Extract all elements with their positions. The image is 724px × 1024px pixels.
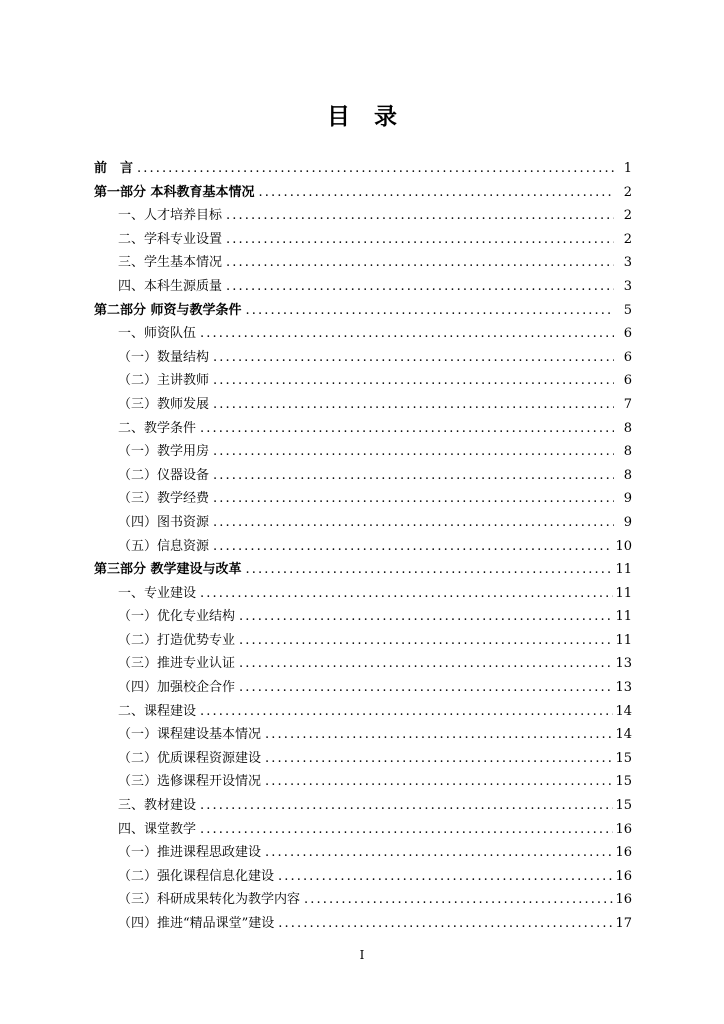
toc-entry-page: 16 — [615, 892, 632, 908]
toc-dot-leader — [265, 841, 613, 865]
toc-entry-page: 6 — [623, 326, 632, 342]
toc-dot-leader — [304, 888, 613, 912]
toc-entry-label: （二）优质课程资源建设 — [118, 750, 262, 766]
toc-entry-label: （五）信息资源 — [118, 538, 210, 554]
toc-entry-page: 3 — [623, 255, 632, 271]
toc-entry-page: 15 — [615, 750, 632, 766]
page-title-char: 目 — [327, 104, 350, 130]
toc-entry[interactable] — [94, 888, 632, 912]
toc-entry-page: 2 — [623, 231, 632, 247]
toc-dot-leader — [213, 487, 614, 511]
toc-entry-page: 13 — [615, 656, 632, 672]
toc-dot-leader — [200, 700, 613, 724]
toc-entry[interactable] — [94, 770, 632, 794]
toc-entry[interactable] — [94, 299, 632, 323]
toc-entry-page: 17 — [615, 916, 632, 931]
toc-entry-label: （四）图书资源 — [118, 514, 210, 530]
toc-entry-label: （三）选修课程开设情况 — [118, 774, 262, 790]
toc-entry[interactable] — [94, 322, 632, 346]
toc-entry[interactable] — [94, 275, 632, 299]
toc-dot-leader — [200, 794, 613, 818]
toc-entry-label: （三）推进专业认证 — [118, 656, 236, 672]
toc-dot-leader — [213, 440, 614, 464]
toc-dot-leader — [246, 558, 614, 582]
toc-dot-leader — [278, 865, 613, 889]
toc-entry-label: （三）教师发展 — [118, 396, 210, 412]
toc-dot-leader — [239, 652, 613, 676]
toc-entry-label: （二）主讲教师 — [118, 373, 210, 389]
toc-entry[interactable] — [94, 841, 632, 865]
toc-entry-label: （三）教学经费 — [118, 491, 210, 507]
toc-dot-leader — [213, 535, 613, 559]
toc-entry-label: 第三部分 教学建设与改革 — [94, 562, 242, 578]
toc-entry-page: 11 — [615, 585, 632, 601]
toc-entry-page: 8 — [623, 467, 632, 483]
toc-entry[interactable] — [94, 251, 632, 275]
toc-entry[interactable] — [94, 369, 632, 393]
toc-entry-label: （一）推进课程思政建设 — [118, 845, 262, 861]
toc-entry-page: 8 — [623, 420, 632, 436]
toc-entry[interactable] — [94, 582, 632, 606]
toc-entry-label: （四）推进“精品课堂”建设 — [118, 916, 275, 931]
toc-dot-leader — [200, 582, 613, 606]
toc-entry-label: （一）课程建设基本情况 — [118, 727, 262, 743]
toc-dot-leader — [213, 511, 614, 535]
toc-entry-label: （四）加强校企合作 — [118, 680, 236, 696]
toc-entry[interactable] — [94, 487, 632, 511]
toc-entry-label: 三、教材建设 — [118, 798, 197, 814]
toc-entry[interactable] — [94, 228, 632, 252]
toc-entry-label: 第一部分 本科教育基本情况 — [94, 184, 255, 200]
toc-entry-page: 16 — [615, 868, 632, 884]
toc-dot-leader — [226, 204, 614, 228]
page-number: I — [359, 948, 365, 962]
toc-entry[interactable] — [94, 605, 632, 629]
toc-entry-page: 14 — [615, 703, 632, 719]
toc-dot-leader — [239, 605, 613, 629]
toc-entry-label: 四、课堂教学 — [118, 821, 197, 837]
toc-dot-leader — [213, 464, 614, 488]
toc-entry-label: 四、本科生源质量 — [118, 278, 223, 294]
toc-entry[interactable] — [94, 204, 632, 228]
toc-dot-leader — [226, 251, 614, 275]
toc-entry-page: 1 — [623, 161, 632, 176]
toc-entry-label: 一、专业建设 — [118, 585, 197, 601]
toc-dot-leader — [213, 393, 614, 417]
toc-entry-page: 15 — [615, 774, 632, 790]
toc-dot-leader — [265, 770, 613, 794]
toc-dot-leader — [213, 369, 614, 393]
toc-entry-page: 16 — [615, 845, 632, 861]
toc-entry-page: 11 — [615, 609, 632, 625]
toc-entry-label: （二）仪器设备 — [118, 467, 210, 483]
page-title — [0, 98, 724, 131]
toc-entry[interactable] — [94, 440, 632, 464]
toc-entry[interactable] — [94, 865, 632, 889]
toc-entry[interactable] — [94, 417, 632, 441]
toc-entry-label: 一、人才培养目标 — [118, 208, 223, 224]
toc-entry-label: （二）打造优势专业 — [118, 632, 236, 648]
toc-entry[interactable] — [94, 794, 632, 818]
toc-entry-page: 11 — [615, 562, 632, 578]
toc-entry-page: 9 — [623, 514, 632, 530]
toc-entry[interactable] — [94, 676, 632, 700]
toc-dot-leader — [259, 181, 614, 205]
toc-entry[interactable] — [94, 912, 632, 936]
toc-entry-page: 14 — [615, 727, 632, 743]
toc-dot-leader — [137, 157, 614, 181]
toc-dot-leader — [265, 723, 613, 747]
toc-entry[interactable] — [94, 723, 632, 747]
toc-entry-label: 二、教学条件 — [118, 420, 197, 436]
toc-entry-label: （一）优化专业结构 — [118, 609, 236, 625]
toc-entry-page: 5 — [623, 302, 632, 318]
toc-entry[interactable] — [94, 700, 632, 724]
toc-entry-label: （一）教学用房 — [118, 444, 210, 460]
toc-entry-page: 11 — [615, 632, 632, 648]
page-title-char: 录 — [374, 104, 397, 130]
toc-dot-leader — [213, 346, 614, 370]
toc-entry-page: 10 — [615, 538, 632, 554]
table-of-contents — [94, 157, 632, 936]
toc-entry-page: 7 — [623, 396, 632, 412]
toc-entry-page: 2 — [623, 208, 632, 224]
toc-entry[interactable] — [94, 652, 632, 676]
toc-entry-page: 6 — [623, 373, 632, 389]
toc-entry[interactable] — [94, 535, 632, 559]
toc-dot-leader — [239, 676, 613, 700]
toc-dot-leader — [226, 275, 614, 299]
toc-entry-page: 2 — [623, 184, 632, 200]
toc-dot-leader — [200, 322, 614, 346]
toc-entry-page: 8 — [623, 444, 632, 460]
toc-dot-leader — [246, 299, 614, 323]
toc-entry[interactable] — [94, 747, 632, 771]
toc-entry[interactable] — [94, 629, 632, 653]
toc-dot-leader — [265, 747, 613, 771]
toc-entry-page: 13 — [615, 680, 632, 696]
toc-entry-label: 二、课程建设 — [118, 703, 197, 719]
toc-entry-page: 3 — [623, 278, 632, 294]
toc-entry[interactable] — [94, 511, 632, 535]
toc-entry[interactable] — [94, 818, 632, 842]
toc-entry-page: 16 — [615, 821, 632, 837]
toc-entry[interactable] — [94, 181, 632, 205]
toc-entry[interactable] — [94, 393, 632, 417]
toc-entry[interactable] — [94, 558, 632, 582]
toc-entry-page: 9 — [623, 491, 632, 507]
toc-entry-label: 前 言 — [94, 161, 134, 176]
toc-entry-label: 一、师资队伍 — [118, 326, 197, 342]
toc-entry-label: （二）强化课程信息化建设 — [118, 868, 275, 884]
toc-entry[interactable] — [94, 157, 632, 181]
toc-entry-label: （一）数量结构 — [118, 349, 210, 365]
toc-entry-page: 6 — [623, 349, 632, 365]
toc-entry-label: 第二部分 师资与教学条件 — [94, 302, 242, 318]
toc-dot-leader — [200, 818, 613, 842]
toc-dot-leader — [278, 912, 613, 936]
toc-dot-leader — [226, 228, 614, 252]
toc-entry-page: 15 — [615, 798, 632, 814]
toc-entry[interactable] — [94, 346, 632, 370]
toc-entry-label: （三）科研成果转化为教学内容 — [118, 892, 301, 908]
toc-entry-label: 三、学生基本情况 — [118, 255, 223, 271]
toc-entry-label: 二、学科专业设置 — [118, 231, 223, 247]
toc-dot-leader — [200, 417, 614, 441]
toc-dot-leader — [239, 629, 613, 653]
toc-entry[interactable] — [94, 464, 632, 488]
